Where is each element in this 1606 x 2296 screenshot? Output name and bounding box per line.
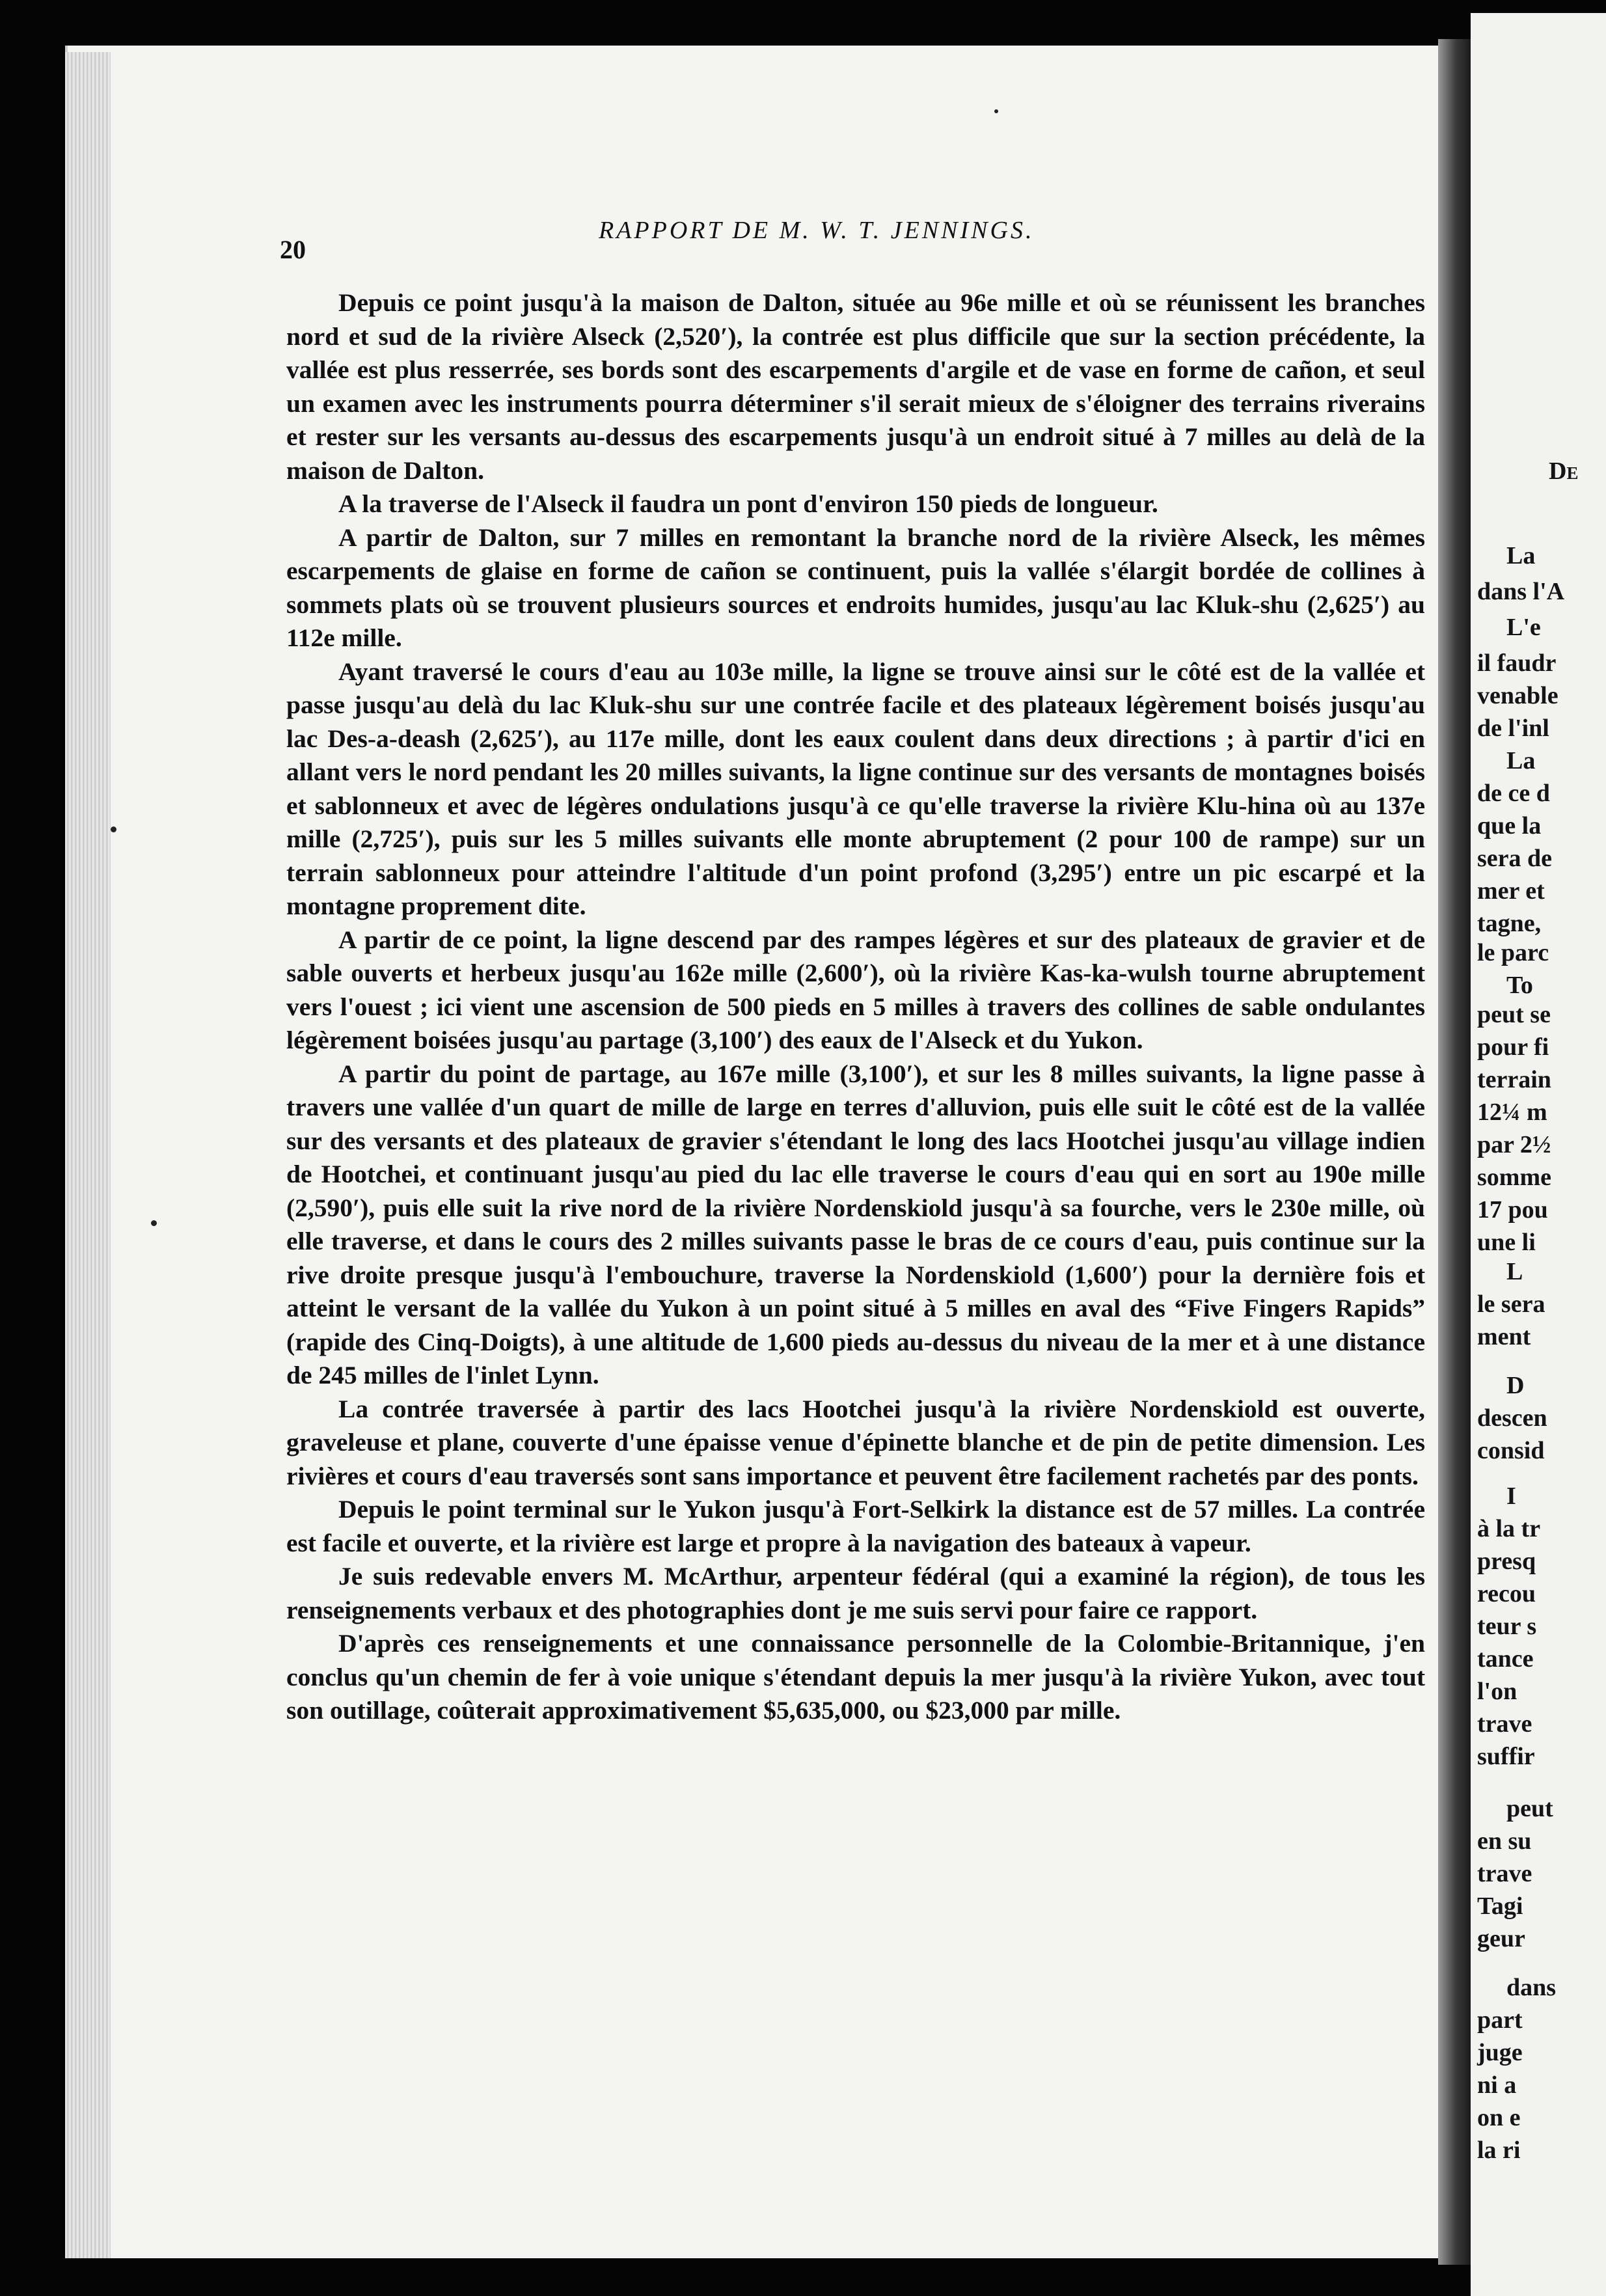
facing-line-fragment: dans l'A [1477,578,1565,605]
facing-line-fragment: de l'inl [1477,715,1549,742]
facing-line-fragment: To [1506,972,1533,999]
facing-line-fragment: L [1506,1258,1523,1285]
facing-line-fragment: juge [1477,2039,1523,2066]
ink-spot [994,109,998,113]
facing-line-fragment: tance [1477,1645,1534,1673]
facing-line-fragment: D [1506,1372,1525,1399]
facing-line-fragment: peut se [1477,1001,1551,1028]
facing-line-fragment: 17 pou [1477,1196,1548,1223]
facing-line-fragment: pour fi [1477,1033,1549,1061]
paragraph: Je suis redevable envers M. McArthur, arpenteur fédéral (qui a examiné la région), de tous les renseignements verbaux et des photographies dont je me suis servi pour faire ce rapport. [286,1562,1425,1624]
facing-line-fragment: 12¼ m [1477,1099,1547,1126]
facing-line-fragment: dans [1506,1974,1557,2001]
paragraph: Depuis le point terminal sur le Yukon jusqu'à Fort-Selkirk la distance est de 57 milles. La contrée est facile et ouverte, et la rivière est large et propre à la navigation des bateaux à vapeur. [286,1495,1425,1557]
facing-line-fragment: terrain [1477,1066,1551,1093]
facing-line-fragment: de ce d [1477,780,1550,807]
ink-spot [111,827,116,832]
facing-line-fragment: peut [1506,1795,1553,1822]
paragraph: La contrée traversée à partir des lacs Hootchei jusqu'à la rivière Nordenskiold est ouverte, graveleuse et plane, couverte d'une épaisse venue d'épinette blanche et de pin de petite dimension. Les rivières et cours d'eau traversés sont sans importance et peuvent être facilement rachetés par des ponts. [286,1394,1425,1490]
facing-line-fragment: presq [1477,1548,1536,1575]
facing-line-fragment: que la [1477,812,1542,840]
facing-line-fragment: recou [1477,1580,1536,1607]
facing-line-fragment: il faudr [1477,649,1557,677]
facing-line-fragment: trave [1477,1710,1532,1738]
facing-line-fragment: I [1506,1483,1516,1510]
facing-line-fragment: tagne, [1477,910,1542,937]
facing-line-fragment: somme [1477,1164,1551,1191]
facing-line-fragment: en su [1477,1827,1532,1855]
facing-line-fragment: trave [1477,1860,1532,1887]
facing-line-fragment: on e [1477,2104,1521,2131]
facing-line-fragment: consid [1477,1437,1545,1464]
book-gutter [1438,39,1471,2265]
paragraph: D'après ces renseignements et une connaissance personnelle de la Colombie-Britannique, j'en conclus qu'un chemin de fer à voie unique s'étendant depuis la mer jusqu'à la rivière Yukon, avec tout son outillage, coûterait approximativement $5,635,000, ou $23,000 par mille. [286,1629,1425,1725]
facing-heading: De [1549,458,1579,485]
facing-line-fragment: ni a [1477,2071,1517,2099]
facing-line-fragment: venable [1477,682,1558,709]
facing-line-fragment: L'e [1506,614,1541,641]
facing-line-fragment: suffir [1477,1743,1535,1770]
facing-line-fragment: geur [1477,1925,1525,1952]
facing-line-fragment: teur s [1477,1613,1537,1640]
facing-line-fragment: La [1506,747,1536,774]
facing-line-fragment: mer et [1477,877,1545,905]
facing-line-fragment: ment [1477,1323,1531,1350]
facing-line-fragment: La [1506,542,1536,569]
facing-line-fragment: par 2½ [1477,1131,1551,1158]
facing-line-fragment: à la tr [1477,1515,1541,1542]
facing-line-fragment: Tagi [1477,1893,1523,1920]
facing-line-fragment: la ri [1477,2137,1521,2164]
running-head: RAPPORT DE M. W. T. JENNINGS. [599,217,1035,244]
facing-line-fragment: une li [1477,1229,1536,1256]
ink-spot [151,1220,157,1226]
page-edges [65,52,111,2258]
paragraph: A partir de ce point, la ligne descend par des rampes légères et sur des plateaux de gravier et de sable ouverts et herbeux jusqu'au 162e mille (2,600′), où la rivière Kas-ka-wulsh tourne abruptement vers l'ouest ; ici vient une ascension de 500 pieds en 5 milles à travers des collines de sable ondulantes légèrement boisées jusqu'au partage (3,100′) des eaux de l'Alseck et du Yukon. [286,925,1425,1054]
page-number: 20 [280,235,306,264]
facing-line-fragment: part [1477,2006,1523,2034]
paragraph: A partir du point de partage, au 167e mille (3,100′), et sur les 8 milles suivants, la ligne passe à travers une vallée d'un quart de mille de large en terres d'alluvion, puis elle suit le côté est de la vallée sur des versants et des plateaux de gravier s'étendant le long des lacs Hootchei jusqu'au village indien de Hootchei, et continuant jusqu'au pied du lac elle traverse le cours d'eau qui en sort au 190e mille (2,590′), puis elle suit la rive nord de la rivière Nordenskiold jusqu'à sa fourche, vers le 230e mille, où elle traverse, et dans le cours des 2 milles suivants passe le bras de ce cours d'eau, puis continue sur la rive droite presque jusqu'à l'embouchure, traverse la Nordenskiold (1,600′) pour la dernière fois et atteint le versant de la vallée du Yukon à un point situé à 5 milles en aval des “Five Fingers Rapids” (rapide des Cinq-Doigts), à une altitude de 1,600 pieds au-dessus du niveau de la mer et à une distance de 245 milles de l'inlet Lynn. [286,1059,1425,1389]
facing-line-fragment: le parc [1477,939,1549,966]
paragraph: A partir de Dalton, sur 7 milles en remontant la branche nord de la rivière Alseck, les mêmes escarpements de glaise en forme de cañon se continuent, puis la vallée s'élargit bordée de collines à sommets plats où se trouvent plusieurs sources et endroits humides, jusqu'au lac Kluk-shu (2,625′) au 112e mille. [286,523,1425,652]
paragraph: A la traverse de l'Alseck il faudra un pont d'environ 150 pieds de longueur. [338,489,1158,518]
facing-line-fragment: l'on [1477,1678,1518,1705]
facing-line-fragment: descen [1477,1404,1547,1432]
paragraph: Ayant traversé le cours d'eau au 103e mille, la ligne se trouve ainsi sur le côté est de la vallée et passe jusqu'au delà du lac Kluk-shu sur une contrée facile et des plateaux légèrement boisés jusqu'au lac Des-a-deash (2,625′), au 117e mille, dont les eaux coulent dans deux directions ; à partir d'ici en allant vers le nord pendant les 20 milles suivants, la ligne continue sur des versants de montagnes boisés et sablonneux et avec de légères ondulations jusqu'à ce qu'elle traverse la rivière Klu-hina où au 137e mille (2,725′), puis sur les 5 milles suivants elle monte abruptement (2 pour 100 de rampe) sur un terrain sablonneux pour atteindre l'altitude d'un point profond (3,295′) entre un pic escarpé et la montagne proprement dite. [286,657,1425,920]
facing-line-fragment: le sera [1477,1291,1545,1318]
body-text [286,286,1425,1728]
paragraph: Depuis ce point jusqu'à la maison de Dalton, située au 96e mille et où se réunissent les branches nord et sud de la rivière Alseck (2,520′), la contrée est plus difficile que sur la section précédente, la vallée est plus resserrée, ses bords sont des escarpements d'argile et de vase en forme de cañon, et seul un examen avec les instruments pourra déterminer s'il serait mieux de s'éloigner des terrains riverains et rester sur les versants au-dessus des escarpements jusqu'à un endroit situé à 7 milles au delà de la maison de Dalton. [286,288,1425,485]
facing-page [1471,13,1606,2296]
facing-line-fragment: sera de [1477,845,1553,872]
